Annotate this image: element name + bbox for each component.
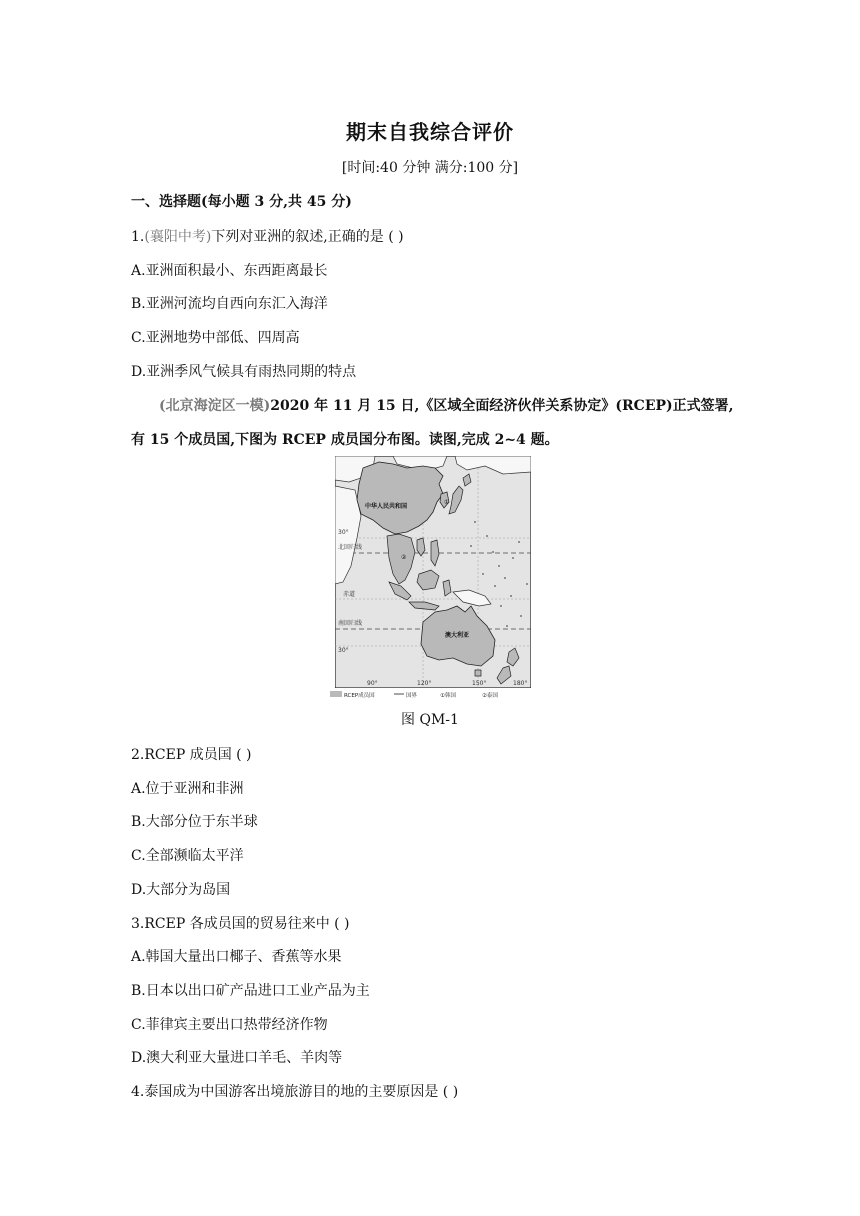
lon-150-label: 150° <box>472 680 487 687</box>
tropic-cancer-label: 北回归线 <box>338 544 363 551</box>
lon-90-label: 90° <box>367 680 378 687</box>
question-source: (襄阳中考) <box>144 229 212 245</box>
q3-option-a: A.韩国大量出口椰子、香蕉等水果 <box>131 949 342 965</box>
lat-30n-label: 30° <box>338 529 349 536</box>
question-2: 2.RCEP 成员国 ( ) <box>131 747 252 763</box>
legend-member-label: RCEP成员国 <box>344 693 375 699</box>
equator-label: 赤道 <box>343 591 356 598</box>
question-4: 4.泰国成为中国游客出境旅游目的地的主要原因是 ( ) <box>131 1084 459 1100</box>
map-legend <box>330 689 536 699</box>
lon-180-label: 180° <box>513 680 528 687</box>
legend-korea-label: ①韩国 <box>440 693 456 699</box>
q2-option-c: C.全部濒临太平洋 <box>131 848 244 864</box>
q1-option-c: C.亚洲地势中部低、四周高 <box>131 330 300 346</box>
q2-option-a: A.位于亚洲和非洲 <box>131 781 244 797</box>
passage-line-1 <box>159 395 734 415</box>
passage-line-2: 有 15 个成员国,下图为 RCEP 成员国分布图。读图,完成 2~4 题。 <box>131 432 559 448</box>
figure-caption: 图 QM-1 <box>401 712 459 728</box>
q2-option-b: B.大部分位于东半球 <box>131 814 258 830</box>
china-label: 中华人民共和国 <box>365 503 408 510</box>
q3-option-b: B.日本以出口矿产品进口工业产品为主 <box>131 983 370 999</box>
rcep-map <box>335 456 531 688</box>
passage-source: (北京海淀区一模) <box>159 398 271 414</box>
q3-option-c: C.菲律宾主要出口热带经济作物 <box>131 1017 328 1033</box>
q1-option-d: D.亚洲季风气候具有雨热同期的特点 <box>131 364 357 380</box>
lon-120-label: 120° <box>417 680 432 687</box>
page-title: 期末自我综合评价 <box>346 120 514 144</box>
q2-option-d: D.大部分为岛国 <box>131 882 231 898</box>
australia-label: 澳大利亚 <box>445 632 470 639</box>
question-3: 3.RCEP 各成员国的贸易往来中 ( ) <box>131 916 350 932</box>
tropic-capricorn-label: 南回归线 <box>338 620 363 627</box>
marker-2-label: ② <box>401 554 407 561</box>
legend-member-swatch <box>330 691 342 697</box>
exam-info: [时间:40 分钟 满分:100 分] <box>341 160 519 176</box>
question-stem: 下列对亚洲的叙述,正确的是 ( ) <box>211 229 404 245</box>
legend-border-label: 国界 <box>406 693 418 699</box>
question-1 <box>131 226 404 246</box>
q1-option-b: B.亚洲河流均自西向东汇入海洋 <box>131 296 328 312</box>
legend-thailand-label: ②泰国 <box>482 693 498 699</box>
q3-option-d: D.澳大利亚大量进口羊毛、羊肉等 <box>131 1050 343 1066</box>
q1-option-a: A.亚洲面积最小、东西距离最长 <box>131 263 328 279</box>
question-number: 1. <box>131 229 145 245</box>
section-heading: 一、选择题(每小题 3 分,共 45 分) <box>131 194 352 210</box>
lat-30s-label: 30° <box>338 647 349 654</box>
marker-1-label: ① <box>444 499 450 506</box>
passage-text: 2020 年 11 月 15 日,《区域全面经济伙伴关系协定》(RCEP)正式签署, <box>270 398 734 414</box>
